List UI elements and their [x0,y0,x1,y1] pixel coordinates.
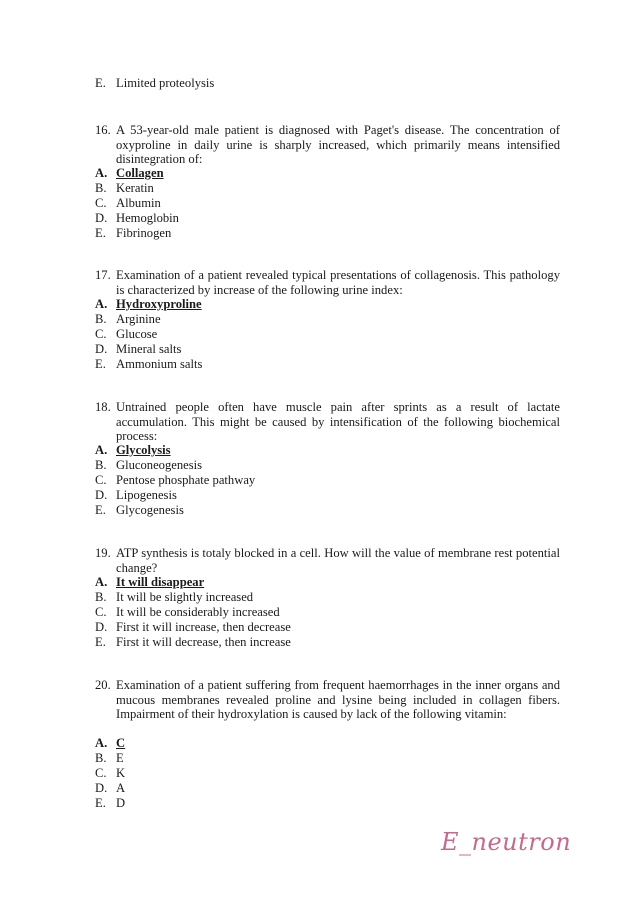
option-letter: E. [95,76,106,90]
option-text: First it will decrease, then increase [116,635,291,649]
option-text: Albumin [116,196,161,210]
option-letter: D. [95,488,108,502]
question-number: 16. [95,123,111,137]
option-text: Glycogenesis [116,503,184,517]
option-letter: A. [95,575,108,589]
option-letter: E. [95,357,106,371]
option-text: Fibrinogen [116,226,172,240]
option-text: Keratin [116,181,154,195]
correct-answer: Hydroxyproline [116,297,202,311]
option-text: A [116,781,126,795]
option-text: Ammonium salts [116,357,203,371]
option-letter: B. [95,590,107,604]
correct-answer: It will disappear [116,575,205,589]
question-number: 20. [95,678,111,692]
question-text: ATP synthesis is totaly blocked in a cell. How will the value of membrane rest potential change? [116,546,560,575]
option-letter: A. [95,297,108,311]
option-letter: D. [95,211,108,225]
option-letter: E. [95,503,106,517]
option-text: E [116,751,124,765]
option-text: Glucose [116,327,158,341]
option-letter: B. [95,751,107,765]
question-text: Examination of a patient suffering from frequent haemorrhages in the inner organs and mucous membranes revealed proline and lysine being included in collagen fibers. Impairment of their hydroxylation is caused by lack of the following vitamin: [116,678,560,722]
option-letter: A. [95,736,108,750]
option-text: Arginine [116,312,161,326]
question-number: 17. [95,268,111,282]
correct-answer: Collagen [116,166,164,180]
option-letter: C. [95,605,107,619]
option-letter: D. [95,620,108,634]
question-text: Examination of a patient revealed typical presentations of collagenosis. This pathology is characterized by increase of the following urine index: [116,268,560,297]
question-text: A 53-year-old male patient is diagnosed with Paget's disease. The concentration of oxyproline in daily urine is sharply increased, which primarily means intensified disintegration of: [116,123,560,167]
option-text: It will be considerably increased [116,605,280,619]
option-letter: B. [95,312,107,326]
option-letter: B. [95,458,107,472]
option-letter: E. [95,635,106,649]
option-letter: A. [95,166,108,180]
correct-answer: C [116,736,126,750]
option-text: First it will increase, then decrease [116,620,291,634]
correct-answer: Glycolysis [116,443,171,457]
question-text: Untrained people often have muscle pain after sprints as a result of lactate accumulation. This might be caused by intensification of the following biochemical process: [116,400,560,444]
option-text: Lipogenesis [116,488,177,502]
option-text: Gluconeogenesis [116,458,203,472]
option-text: Limited proteolysis [116,76,215,90]
option-letter: E. [95,796,106,810]
option-text: Pentose phosphate pathway [116,473,256,487]
option-letter: A. [95,443,108,457]
question-number: 18. [95,400,111,414]
question-number: 19. [95,546,111,560]
watermark-logo: E_neutron [441,828,572,856]
option-letter: B. [95,181,107,195]
option-text: D [116,796,126,810]
option-text: Mineral salts [116,342,182,356]
option-letter: E. [95,226,106,240]
option-text: K [116,766,126,780]
option-letter: C. [95,473,107,487]
option-text: Hemoglobin [116,211,179,225]
option-letter: C. [95,327,107,341]
option-letter: C. [95,766,107,780]
option-letter: D. [95,781,108,795]
option-text: It will be slightly increased [116,590,254,604]
option-letter: C. [95,196,107,210]
option-letter: D. [95,342,108,356]
